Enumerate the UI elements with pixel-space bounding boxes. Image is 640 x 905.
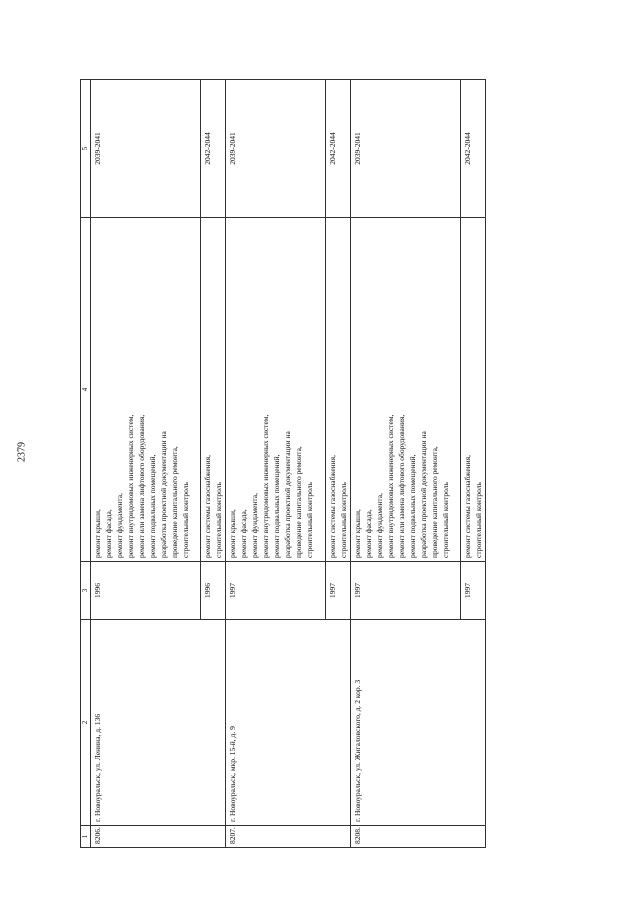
header-row xyxy=(81,80,91,848)
work-item: строительный контроль xyxy=(305,482,314,558)
entry-works xyxy=(461,218,486,562)
table-row xyxy=(91,80,201,848)
page-number: 2379 xyxy=(16,442,28,462)
entry-works xyxy=(91,218,201,562)
entry-year: 1997 xyxy=(461,562,486,620)
entry-period: 2039-2041 xyxy=(226,80,326,218)
work-item: ремонт внутридомовых инженерных систем, xyxy=(386,414,395,558)
entry-number: 8208. xyxy=(351,826,486,848)
work-item: ремонт фундамента, xyxy=(250,493,259,558)
work-item: ремонт подвальных помещений, xyxy=(272,454,281,558)
entry-year: 1997 xyxy=(326,562,351,620)
entry-period: 2039-2041 xyxy=(351,80,461,218)
work-item: ремонт или замена лифтового оборудования, xyxy=(137,414,146,558)
work-item: строительный контроль xyxy=(214,482,223,558)
header-cell-2: 2 xyxy=(81,620,91,826)
work-item: строительный контроль xyxy=(181,482,190,558)
entry-works xyxy=(351,218,461,562)
entry-year: 1997 xyxy=(351,562,461,620)
work-item: ремонт фасада, xyxy=(239,509,248,558)
work-item: ремонт фасада, xyxy=(104,509,113,558)
work-item: ремонт или замена лифтового оборудования, xyxy=(397,414,406,558)
work-item: ремонт фундамента, xyxy=(115,493,124,558)
work-item: ремонт крыши, xyxy=(228,509,237,558)
work-item: проведение капитального ремонта, xyxy=(294,446,303,558)
table-row xyxy=(226,80,326,848)
header-cell-4: 4 xyxy=(81,218,91,562)
entry-number: 8207. xyxy=(226,826,351,848)
work-item: ремонт крыши, xyxy=(353,509,362,558)
entry-address: г. Новоуральск, ул. Жигаловского, д. 2 кор. 3 xyxy=(351,620,486,826)
work-item: проведение капитального ремонта, xyxy=(170,446,179,558)
work-item: ремонт системы газоснабжения, xyxy=(203,454,212,558)
work-item: разработка проектной документации на xyxy=(419,431,428,558)
entry-year: 1996 xyxy=(91,562,201,620)
work-item: ремонт системы газоснабжения, xyxy=(463,454,472,558)
work-item: ремонт подвальных помещений, xyxy=(408,454,417,558)
work-item: ремонт крыши, xyxy=(93,509,102,558)
entry-period: 2039-2041 xyxy=(91,80,201,218)
work-item: строительный контроль xyxy=(441,482,450,558)
work-item: ремонт внутридомовых инженерных систем, xyxy=(261,414,270,558)
work-item: строительный контроль xyxy=(474,482,483,558)
entry-address: г. Новоуральск, ул. Ленина, д. 136 xyxy=(91,620,226,826)
entry-period: 2042-2044 xyxy=(201,80,226,218)
work-item: проведение капитального ремонта, xyxy=(430,446,439,558)
rotated-table-container xyxy=(80,80,520,848)
table-row xyxy=(351,80,461,848)
work-item: ремонт системы газоснабжения, xyxy=(328,454,337,558)
entry-year: 1997 xyxy=(226,562,326,620)
entry-year: 1996 xyxy=(201,562,226,620)
entry-works xyxy=(201,218,226,562)
work-item: строительный контроль xyxy=(339,482,348,558)
work-item: ремонт подвальных помещений, xyxy=(148,454,157,558)
repair-schedule-table xyxy=(80,79,486,848)
header-cell-5: 5 xyxy=(81,80,91,218)
entry-number: 8206. xyxy=(91,826,226,848)
entry-works xyxy=(326,218,351,562)
work-item: ремонт фасада, xyxy=(364,509,373,558)
work-item: разработка проектной документации на xyxy=(283,431,292,558)
entry-period: 2042-2044 xyxy=(326,80,351,218)
header-cell-3: 3 xyxy=(81,562,91,620)
work-item: разработка проектной документации на xyxy=(159,431,168,558)
entry-works xyxy=(226,218,326,562)
header-cell-1: 1 xyxy=(81,826,91,848)
work-item: ремонт внутридомовых инженерных систем, xyxy=(126,414,135,558)
entry-address: г. Новоуральск, мкр. 15-й, д. 9 xyxy=(226,620,351,826)
entry-period: 2042-2044 xyxy=(461,80,486,218)
work-item: ремонт фундамента, xyxy=(375,493,384,558)
